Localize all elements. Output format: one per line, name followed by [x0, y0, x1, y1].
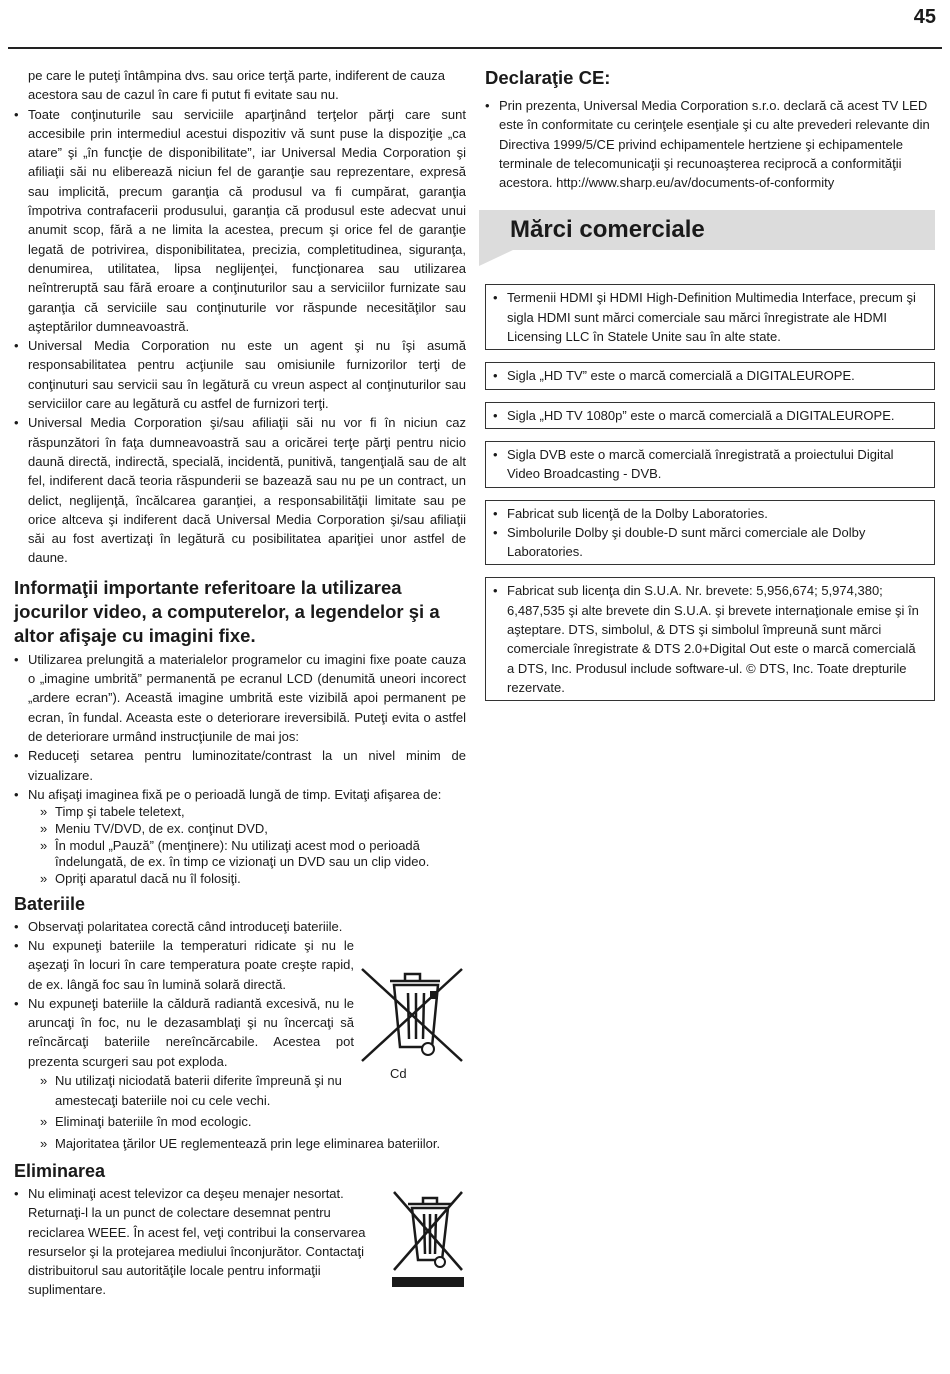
right-column: [485, 66, 935, 713]
battery-bullet: • Observaţi polaritatea corectă când introduceţi bateriile.: [14, 917, 354, 936]
disposal-bullet: • Nu eliminaţi acest televizor ca deşeu menajer nesortat. Returnaţi-l la un punct de colectare desemnat pentru reciclarea WEEE. În acest fel, veţi contribui la conservarea resurselor şi la protejarea mediului înconjurător. Contactaţi distribuitorul sau autorităţile locale pentru informaţii suplimentare.: [14, 1184, 366, 1300]
battery-bullet: • Nu expuneţi bateriile la căldură radiantă excesivă, nu le aruncaţi în foc, nu le dezasamblaţi şi nu încercaţi să reîncărcaţi bateriile nereîncărcabile. Acestea pot prezenta scurgeri sau pot exploda.: [14, 994, 354, 1071]
left-column: [14, 66, 466, 1300]
info-sub-item: » Timp şi tabele teletext,: [40, 804, 466, 821]
disposal-list: [14, 1184, 366, 1300]
weee-bar: [392, 1277, 464, 1287]
crossed-bin-weee-icon: [392, 1190, 464, 1287]
trademarks-banner: [479, 210, 935, 250]
trademark-box-hdtv: [485, 362, 935, 389]
intro-continuation: pe care le puteţi întâmpina dvs. sau orice terţă parte, indiferent de cauza acestora sau de cazul în care fi putut fi evitate sau nu.: [28, 68, 445, 103]
trademark-item: • Sigla „HD TV” este o marcă comercială a DIGITALEUROPE.: [493, 366, 926, 385]
trademark-box-hdtv-1080p: [485, 402, 935, 429]
info-sub-item: » Opriţi aparatul dacă nu îl folosiţi.: [40, 871, 466, 888]
trademark-box-hdmi: [485, 284, 935, 350]
disclaimer-list: [14, 105, 466, 568]
disclaimer-bullet: • Universal Media Corporation nu este un agent şi nu îşi asumă responsabilitatea pentru acţiunile sau omisiunile furnizorilor terţi de conţinuturi sau servicii sau în legătură cu vreun aspect al conţinuturilor sau serviciilor care au legătură cu astfel de furnizori terţi.: [14, 336, 466, 413]
batteries-heading: Bateriile: [14, 893, 86, 914]
trademark-boxes: [485, 284, 935, 701]
battery-sub-item: » Nu utilizaţi niciodată baterii diferite împreună şi nu amestecaţi bateriile noi cu cele vechi.: [40, 1071, 345, 1111]
page-number: 45: [913, 6, 936, 28]
trademark-item: • Fabricat sub licenţa din S.U.A. Nr. brevete: 5,956,674; 5,974,380; 6,487,535 şi alte brevete din S.U.A. şi brevete internaţionale emise şi în aşteptare. DTS, simbolul, & DTS şi simbolul împreună sunt mărci comerciale înregistrate & DTS 2.0+Digital Out este o marcă comercială a DTS, Inc. Produsul include software-ul. © DTS, Inc. Toate drepturile rezervate.: [493, 581, 926, 697]
header-rule: [8, 47, 942, 49]
disposal-section: [14, 1184, 466, 1300]
crossed-bin-cd-icon: [360, 963, 464, 1081]
trademark-item: • Simbolurile Dolby şi double-D sunt mărci comerciale ale Dolby Laboratories.: [493, 523, 926, 562]
ce-heading: Declaraţie CE:: [485, 67, 611, 88]
batteries-list: [14, 917, 354, 1071]
trademark-item: • Termenii HDMI şi HDMI High-Definition Multimedia Interface, precum şi sigla HDMI sunt mărci comerciale sau mărci înregistrate ale HDMI Licensing LLC în Statele Unite sau în alte state.: [493, 288, 926, 346]
battery-bullet: • Nu expuneţi bateriile la temperaturi ridicate şi nu le aşezaţi în locuri în care temperatura poate creşte rapid, de ex. lângă foc sau în lumină solară directă.: [14, 936, 354, 994]
batteries-sub-list: [40, 1071, 466, 1155]
info-list: [14, 650, 466, 804]
info-sub-item: » Meniu TV/DVD, de ex. conţinut DVD,: [40, 821, 466, 838]
info-bullet: • Nu afişaţi imaginea fixă pe o perioadă lungă de timp. Evitaţi afişarea de:: [14, 785, 466, 804]
disposal-heading: Eliminarea: [14, 1160, 106, 1181]
info-bullet: • Utilizarea prelungită a materialelor programelor cu imagini fixe poate cauza o „imagine umbrită” permanentă pe ecranul LCD (denumită uneori incorect „ardere ecran”). Această imagine umbrită este vizibilă apoi permanent pe ecran, în fundal. Aceasta este o deteriorare ireversibilă. Puteţi evita o astfel de deteriorare urmând instrucţiunile de mai jos:: [14, 650, 466, 746]
trademark-item: • Sigla „HD TV 1080p” este o marcă comercială a DIGITALEUROPE.: [493, 406, 926, 425]
disclaimer-bullet: • Toate conţinuturile sau serviciile aparţinând terţelor părţi care sunt accesibile prin intermediul acestui dispozitiv vă sunt puse la dispoziţie „ca atare” şi „în funcţie de disponibilitate”, iar Universal Media Corporation şi afiliaţii săi nu eliberează niciun fel de garanţie sau reprezentare, expresă sau implicită, precum garanţia că produsul va fi cumpărat, garanţia împotriva contrafacerii produsului, garanţia că produsul este adecvat unui anumit scop, fără a ne limita la acestea, precum şi orice fel de garanţie legată de potrivirea, disponibilitatea, precizia, completitudinea, siguranţa, denumirea, utilitatea, lipsa neglijenţei, funcţionarea sau utilizarea neîntreruptă sau fără eroare a conţinuturilor sau a serviciilor furnizate sau garanţia că serviciile sau conţinuturile vor răspunde necesităţilor sau aşteptărilor dumneavoastră.: [14, 105, 466, 337]
batteries-section: [14, 917, 466, 1155]
banner-tip: [479, 250, 513, 266]
ce-list: [485, 96, 935, 192]
info-bullet: • Reduceţi setarea pentru luminozitate/contrast la un nivel minim de vizualizare.: [14, 746, 466, 785]
trademark-box-dts: [485, 577, 935, 701]
battery-sub-item: » Majoritatea ţărilor UE reglementează prin lege eliminarea bateriilor.: [40, 1133, 466, 1155]
battery-sub-item: » Eliminaţi bateriile în mod ecologic.: [40, 1111, 466, 1133]
trademark-item: • Sigla DVB este o marcă comercială înregistrată a proiectului Digital Video Broadcasting - DVB.: [493, 445, 926, 484]
trademark-item: • Fabricat sub licenţă de la Dolby Laboratories.: [493, 504, 926, 523]
disclaimer-bullet: • Universal Media Corporation şi/sau afiliaţii săi nu vor fi în niciun caz răspunzători în faţa dumneavoastră sau a oricărei terţe părţi pentru nicio daună directă, indirectă, specială, incidentă, punitivă, tangenţială sau de alt fel, indiferent dacă teoria răspunderii se bazează sau nu pe un contract, un delict, neglijenţă, încălcarea garanţiei, a responsabilităţii limitate sau pe orice altceva şi indiferent dacă Universal Media Corporation şi/sau afiliaţii săi au fost avertizaţi în legătură cu posibilitatea apariţiei unor astfel de daune.: [14, 413, 466, 567]
trademark-box-dvb: [485, 441, 935, 488]
trademark-box-dolby: [485, 500, 935, 566]
info-heading: Informaţii importante referitoare la utilizarea jocurilor video, a computerelor, a legendelor şi a altor afişaje cu imagini fixe.: [14, 576, 440, 646]
info-sub-item: » În modul „Pauză” (menţinere): Nu utilizaţi acest mod o perioadă îndelungată, de ex. în timp ce vizionaţi un DVD sau un clip video.: [40, 838, 466, 871]
trademarks-heading: Mărci comerciale: [510, 216, 705, 244]
info-sub-list: [40, 804, 466, 888]
cd-caption: Cd: [390, 1065, 407, 1081]
ce-bullet: • Prin prezenta, Universal Media Corporation s.r.o. declară că acest TV LED este în conformitate cu cerinţele esenţiale şi cu alte prevederi relevante din Directiva 1999/5/CE privind echipamentele hertziene şi echipamentele terminale de telecomunicaţii şi recunoaşterea reciprocă a conformităţii acestora. http://www.sharp.eu/av/documents-of-conformity: [485, 96, 935, 192]
